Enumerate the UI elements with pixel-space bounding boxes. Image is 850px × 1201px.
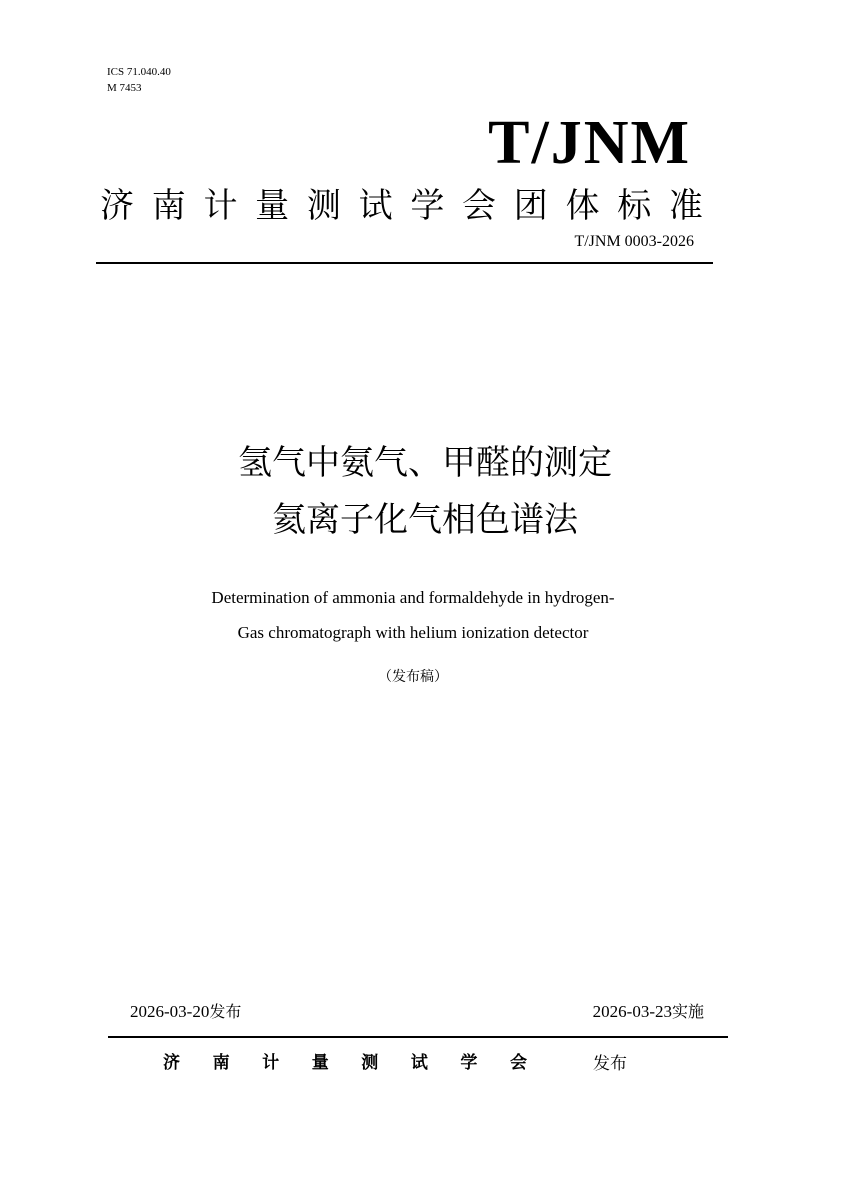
organization-standard-name	[100, 186, 703, 226]
footer-divider	[108, 1036, 728, 1038]
title-chinese-line-1: 氢气中氨气、甲醛的测定	[238, 443, 612, 483]
publisher-char: 会	[509, 1053, 527, 1073]
ccs-code: M 7453	[107, 82, 142, 94]
org-char: 测	[306, 186, 341, 226]
issue-date-value: 2026-03-20	[130, 1002, 210, 1021]
publisher-char: 学	[460, 1053, 478, 1073]
implementation-date-suffix: 实施	[671, 1002, 704, 1021]
publisher-name	[163, 1052, 527, 1074]
issue-date	[130, 1001, 241, 1023]
org-char: 团	[513, 186, 548, 226]
org-char: 会	[462, 186, 497, 226]
title-chinese-line-2: 氦离子化气相色谱法	[272, 500, 578, 540]
org-char: 标	[617, 186, 652, 226]
org-char: 准	[668, 186, 703, 226]
ics-code: ICS 71.040.40	[107, 66, 171, 78]
publisher-char: 南	[212, 1053, 230, 1073]
org-char: 济	[100, 186, 134, 226]
standard-number: T/JNM 0003-2026	[574, 233, 694, 250]
publish-label: 发布	[593, 1054, 627, 1074]
title-english-line-1: Determination of ammonia and formaldehyde in hydrogen-	[211, 588, 615, 607]
publisher-char: 试	[410, 1053, 428, 1073]
issue-date-suffix: 发布	[209, 1002, 242, 1021]
title-english-line-2: Gas chromatograph with helium ionization detector	[237, 623, 589, 642]
org-char: 体	[565, 186, 600, 226]
org-char: 学	[410, 186, 445, 226]
draft-status: （发布稿）	[378, 669, 448, 685]
org-char: 试	[358, 186, 393, 226]
org-char: 南	[151, 186, 186, 226]
publisher-char: 济	[163, 1053, 180, 1073]
implementation-date	[593, 1001, 704, 1023]
header-divider	[96, 262, 713, 264]
publisher-char: 量	[311, 1053, 329, 1073]
publisher-char: 测	[361, 1053, 379, 1073]
publisher-char: 计	[262, 1053, 280, 1073]
implementation-date-value: 2026-03-23	[592, 1002, 672, 1021]
org-char: 计	[203, 186, 238, 226]
org-char: 量	[255, 186, 290, 226]
standard-code-mark: T/JNM	[488, 109, 691, 177]
